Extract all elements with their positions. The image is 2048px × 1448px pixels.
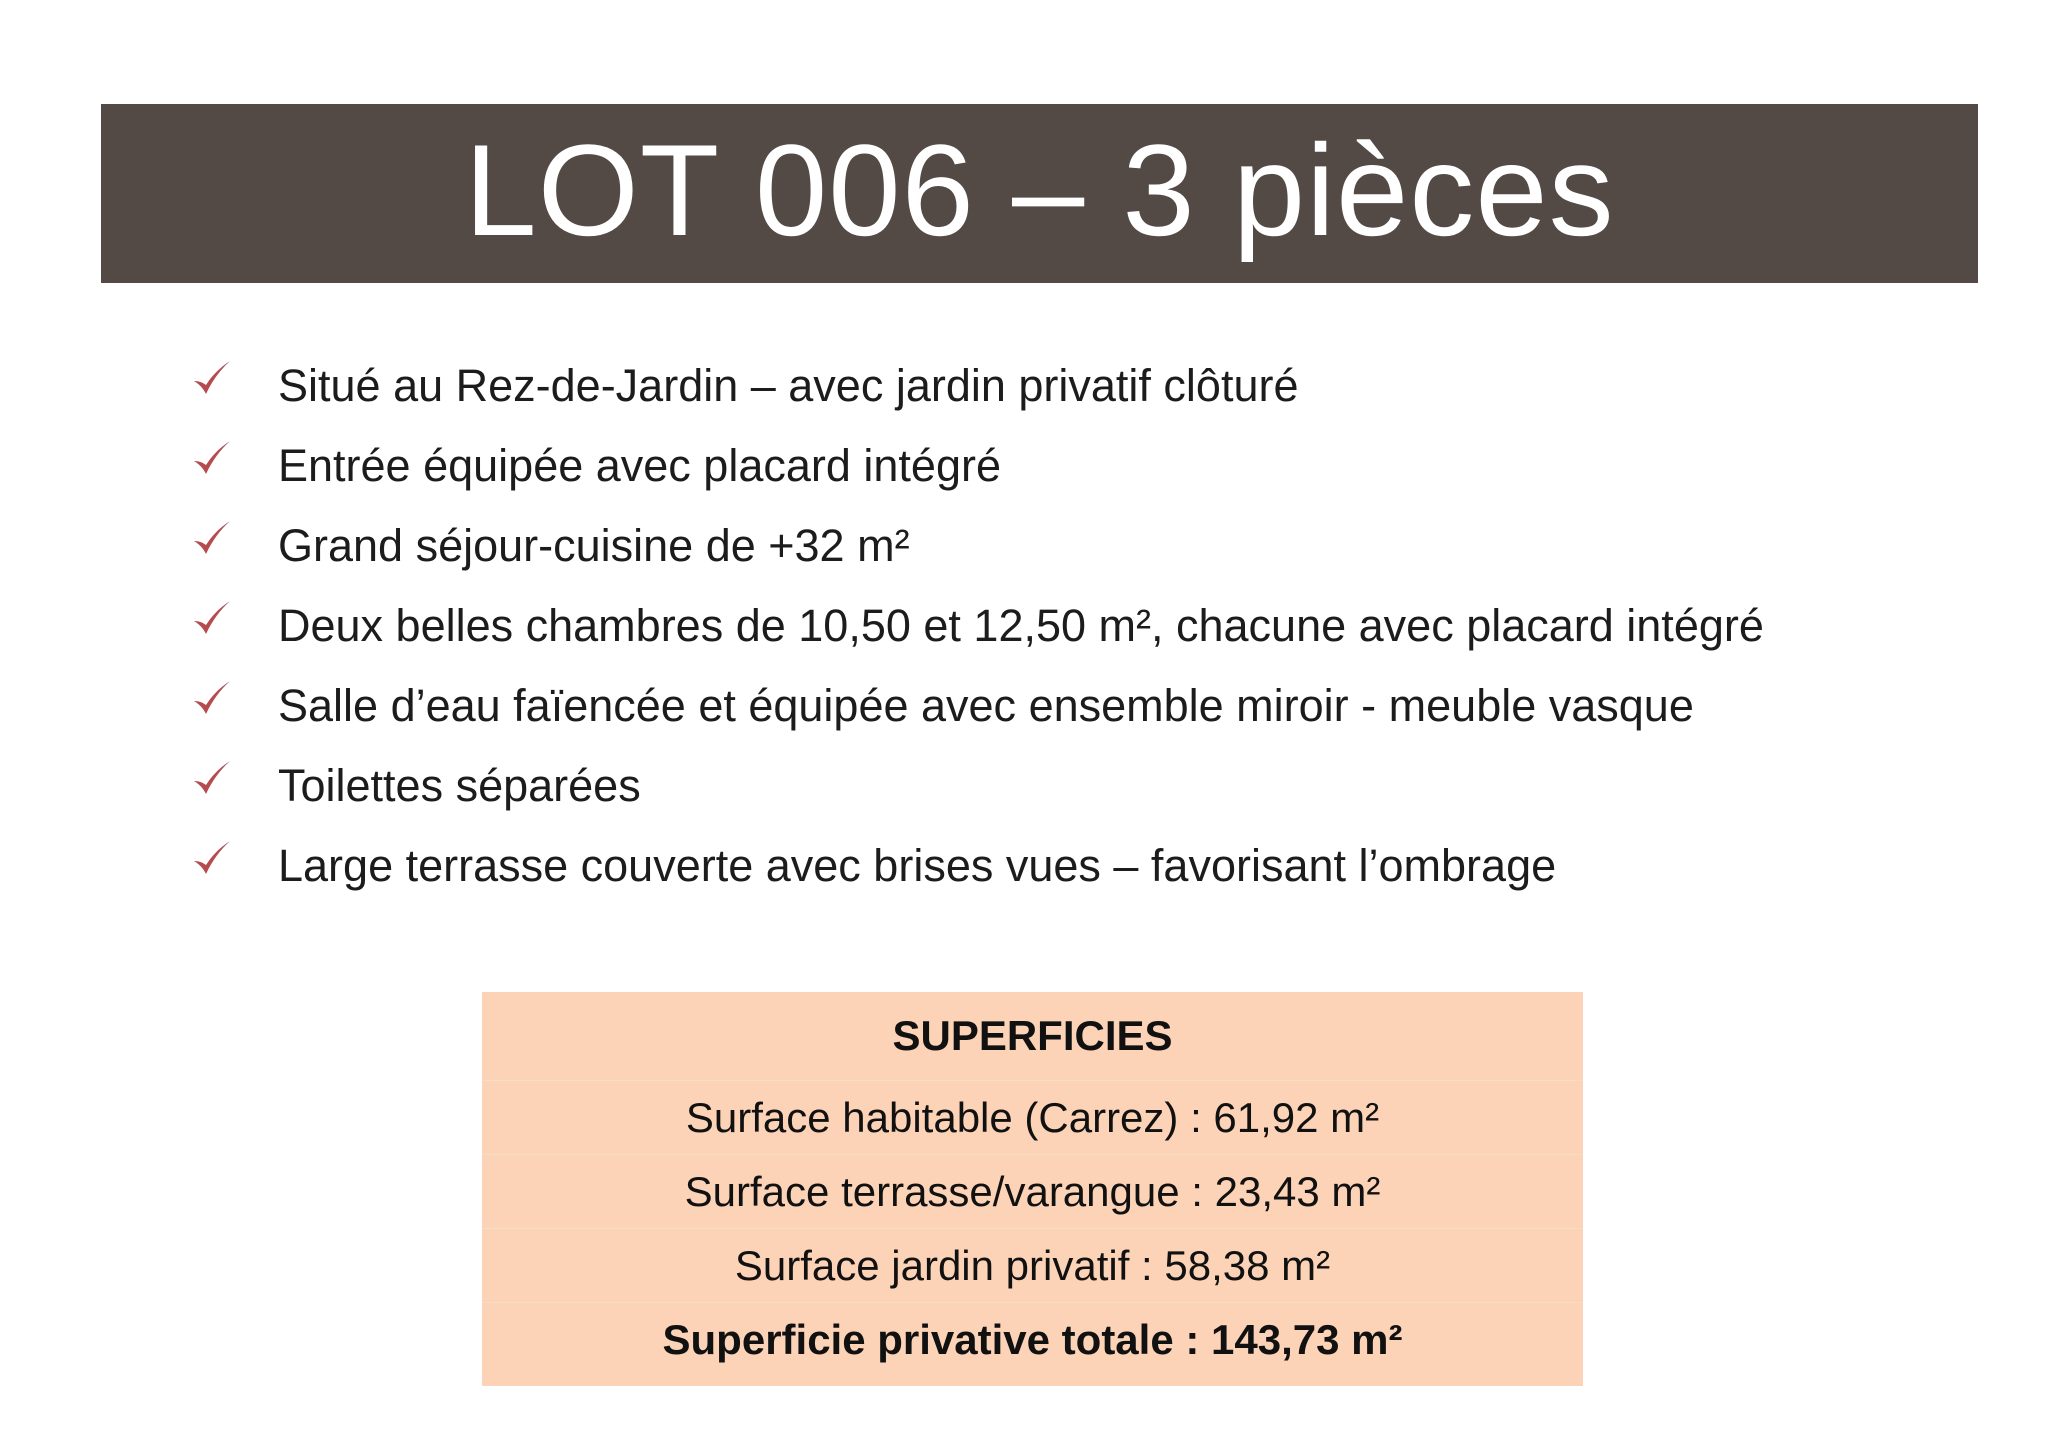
list-item [190, 745, 1764, 825]
feature-text: Deux belles chambres de 10,50 et 12,50 m², chacune avec placard intégré [278, 599, 1764, 651]
superficies-total: Superficie privative totale : 143,73 m² [662, 1315, 1403, 1363]
feature-text: Grand séjour-cuisine de +32 m² [278, 519, 910, 571]
list-item [190, 505, 1764, 585]
feature-text: Salle d’eau faïencée et équipée avec ensemble miroir - meuble vasque [278, 679, 1694, 731]
superficies-row: Surface jardin privatif : 58,38 m² [482, 1229, 1583, 1303]
checkmark-icon [190, 517, 234, 561]
checkmark-icon [190, 677, 234, 721]
list-item [190, 585, 1764, 665]
feature-text: Entrée équipée avec placard intégré [278, 439, 1001, 491]
feature-text: Large terrasse couverte avec brises vues – favorisant l’ombrage [278, 839, 1557, 891]
checkmark-icon [190, 757, 234, 801]
list-item [190, 825, 1764, 905]
list-item [190, 665, 1764, 745]
title-banner [101, 104, 1978, 283]
list-item [190, 425, 1764, 505]
feature-list [190, 345, 1764, 905]
checkmark-icon [190, 437, 234, 481]
checkmark-icon [190, 357, 234, 401]
superficies-table [482, 992, 1583, 1386]
superficies-row: Surface habitable (Carrez) : 61,92 m² [482, 1081, 1583, 1155]
superficies-heading: SUPERFICIES [482, 992, 1583, 1081]
checkmark-icon [190, 597, 234, 641]
feature-text: Situé au Rez-de-Jardin – avec jardin privatif clôturé [278, 359, 1299, 411]
list-item [190, 345, 1764, 425]
feature-text: Toilettes séparées [278, 759, 641, 811]
checkmark-icon [190, 837, 234, 881]
page-title: LOT 006 – 3 pièces [464, 116, 1615, 263]
superficies-row: Surface terrasse/varangue : 23,43 m² [482, 1155, 1583, 1229]
